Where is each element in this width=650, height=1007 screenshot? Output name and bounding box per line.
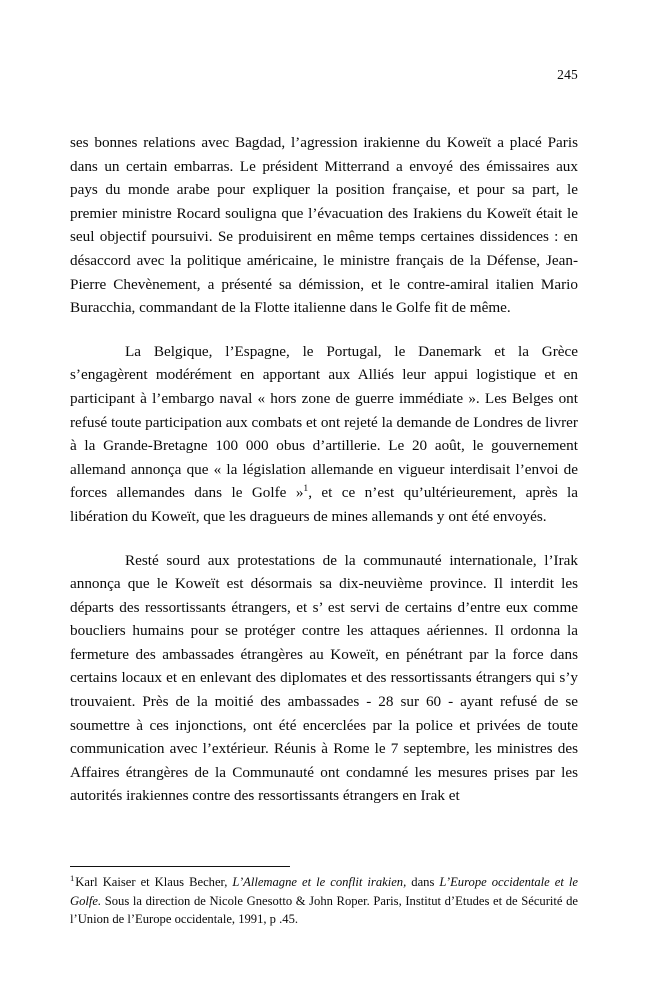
paragraph-2-text-before-footnote: La Belgique, l’Espagne, le Portugal, le Danemark et la Grèce s’engagèrent modérément en apportant aux Alliés leur appui logistique et en participant à l’embargo naval « hors zone de guerre immédiate ». Les Belges ont refusé toute participation aux combats et ont rejeté la demande de Londres de livrer à la Grande-Bretagne 100 000 obus d’artillerie. Le 20 août, le gouvernement allemand annonça que « la législation allemande en vigueur interdisait l’envoi de forces allemandes dans le Golfe »: [70, 342, 578, 502]
paragraph-1: ses bonnes relations avec Bagdad, l’agression irakienne du Koweït a placé Paris dans un certain embarras. Le président Mitterrand a envoyé des émissaires aux pays du monde arabe pour expliquer la position française, et pour sa part, le premier ministre Rocard souligna que l’évacuation des Irakiens du Koweït était le seul objectif poursuivi. Se produisirent en même temps certaines dissidences : en désaccord avec la politique américaine, le ministre français de la Défense, Jean-Pierre Chevènement, a présenté sa démission, et le contre-amiral italien Mario Buracchia, commandant de la Flotte italienne dans le Golfe fit de même.: [70, 134, 578, 317]
paragraph-2: [70, 340, 578, 529]
paragraph-2-text-after-footnote: , et ce n’est qu’ultérieurement, après la libération du Koweït, que les dragueurs de mines allemands y ont été envoyés.: [70, 484, 579, 525]
body-text-column: [70, 131, 578, 808]
footnote-section: [70, 866, 578, 929]
footnote-number: 1: [70, 872, 75, 883]
footnote-book-title: L’Europe occidentale et le Golfe.: [70, 875, 578, 908]
footnote-reference-1[interactable]: 1: [303, 483, 309, 495]
footnote-1: [70, 873, 578, 929]
footnote-authors: Karl Kaiser et Klaus Becher,: [75, 875, 233, 889]
footnote-connector: dans: [406, 875, 440, 889]
footnote-separator-rule: [70, 866, 290, 867]
paragraph-3: Resté sourd aux protestations de la communauté internationale, l’Irak annonça que le Koweït est désormais sa dix-neuvième province. Il interdit les départs des ressortissants étrangers, et s’ est servi de certains d’entre eux comme boucliers humains pour se protéger contre les attaques aériennes. Il ordonna la fermeture des ambassades étrangères au Koweït, en pénétrant par la force dans certains locaux et en enlevant des diplomates et des ressortissants étrangers qui s’y trouvaient. Près de la moitié des ambassades - 28 sur 60 - ayant refusé de se soumettre à ces injonctions, ont été encerclées par la police et privées de toute communication avec l’extérieur. Réunis à Rome le 7 septembre, les ministres des Affaires étrangères de la Communauté ont condamné les mesures prises par les autorités irakiennes contre des ressortissants étrangers en Irak et: [70, 551, 578, 805]
footnote-article-title: L’Allemagne et le conflit irakien,: [232, 875, 407, 889]
page-number: 245: [557, 67, 578, 82]
footnote-publication-details: Sous la direction de Nicole Gnesotto & John Roper. Paris, Institut d’Etudes et de Sécurité de l’Union de l’Europe occidentale, 1991, p .45.: [70, 893, 578, 927]
